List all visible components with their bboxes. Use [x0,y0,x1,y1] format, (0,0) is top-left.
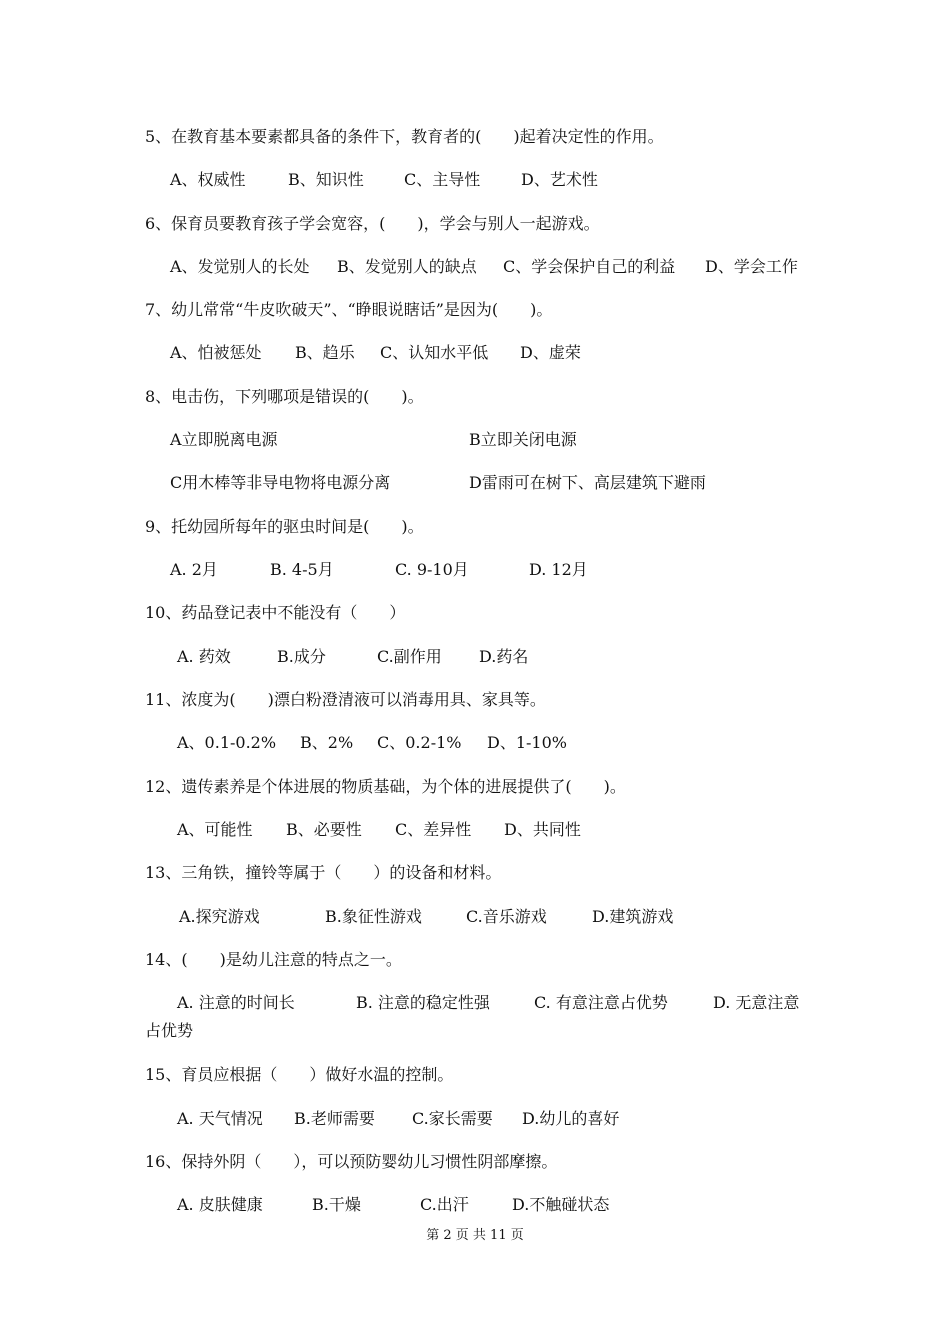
question-6-stem: 6、保育员要教育孩子学会宽容，( )，学会与别人一起游戏。 [145,214,600,233]
question-6-option-d: D、学会工作 [705,257,798,276]
question-13-option-b: B.象征性游戏 [325,907,422,926]
question-9-option-d: D. 12月 [529,560,588,579]
question-11-option-a: A、0.1-0.2% [177,733,277,752]
question-13-stem: 13、三角铁，撞铃等属于（ ）的设备和材料。 [145,863,502,882]
question-7-option-a: A、怕被惩处 [170,343,262,362]
question-13-option-c: C.音乐游戏 [466,907,547,926]
question-14-option-d: D. 无意注意 [713,993,800,1012]
question-16-option-c: C.出汗 [420,1195,469,1214]
question-8-stem: 8、电击伤，下列哪项是错误的( )。 [145,387,424,406]
question-12-stem: 12、遗传素养是个体进展的物质基础，为个体的进展提供了( )。 [145,777,626,796]
question-11-stem: 11、浓度为( )漂白粉澄清液可以消毒用具、家具等。 [145,690,546,709]
question-12-option-a: A、可能性 [177,820,253,839]
question-13-option-d: D.建筑游戏 [592,907,674,926]
question-14-stem: 14、( )是幼儿注意的特点之一。 [145,950,402,969]
question-13-option-a: A.探究游戏 [179,907,260,926]
question-14-option-b: B. 注意的稳定性强 [356,993,490,1012]
question-10-stem: 10、药品登记表中不能没有（ ） [145,603,406,622]
question-7-option-b: B、趋乐 [295,343,355,362]
question-15-option-b: B.老师需要 [294,1109,375,1128]
question-7-stem: 7、幼儿常常“牛皮吹破天”、“睁眼说瞎话”是因为( )。 [145,300,553,319]
question-9-option-a: A. 2月 [170,560,218,579]
question-10-option-a: A. 药效 [177,647,231,666]
question-11-option-b: B、2% [300,733,354,752]
question-6-option-c: C、学会保护自己的利益 [503,257,676,276]
question-16-option-b: B.干燥 [312,1195,361,1214]
question-16-option-a: A. 皮肤健康 [177,1195,263,1214]
question-8-option-c: C用木棒等非导电物将电源分离 [170,473,391,492]
question-16-stem: 16、保持外阴（ ），可以预防婴幼儿习惯性阴部摩擦。 [145,1152,558,1171]
question-8-option-d: D雷雨可在树下、高层建筑下避雨 [469,473,706,492]
question-12-option-c: C、差异性 [395,820,472,839]
question-9-option-b: B. 4-5月 [270,560,334,579]
question-6-option-b: B、发觉别人的缺点 [337,257,477,276]
question-10-option-c: C.副作用 [377,647,442,666]
question-9-option-c: C. 9-10月 [395,560,469,579]
question-11-option-d: D、1-10% [487,733,567,752]
question-5-option-d: D、艺术性 [521,170,598,189]
question-15-stem: 15、育员应根据（ ）做好水温的控制。 [145,1065,454,1084]
question-16-option-d: D.不触碰状态 [512,1195,610,1214]
question-9-stem: 9、托幼园所每年的驱虫时间是( )。 [145,517,424,536]
question-15-option-a: A. 天气情况 [177,1109,263,1128]
question-5-option-c: C、主导性 [404,170,481,189]
question-8-option-b: B立即关闭电源 [469,430,577,449]
question-6-option-a: A、发觉别人的长处 [170,257,310,276]
question-10-option-b: B.成分 [277,647,326,666]
question-12-option-d: D、共同性 [504,820,581,839]
question-10-option-d: D.药名 [479,647,529,666]
question-11-option-c: C、0.2-1% [377,733,462,752]
question-5-option-b: B、知识性 [288,170,364,189]
question-15-option-c: C.家长需要 [412,1109,493,1128]
question-12-option-b: B、必要性 [286,820,362,839]
question-14-option-a: A. 注意的时间长 [177,993,295,1012]
question-14-option-d-continuation: 占优势 [145,1021,194,1040]
page-number-footer: 第 2 页 共 11 页 [426,1228,524,1243]
question-8-option-a: A立即脱离电源 [170,430,278,449]
question-5-option-a: A、权威性 [170,170,246,189]
question-5-stem: 5、在教育基本要素都具备的条件下，教育者的( )起着决定性的作用。 [145,127,664,146]
question-7-option-d: D、虚荣 [520,343,581,362]
question-14-option-c: C. 有意注意占优势 [534,993,668,1012]
question-7-option-c: C、认知水平低 [380,343,489,362]
question-15-option-d: D.幼儿的喜好 [522,1109,620,1128]
